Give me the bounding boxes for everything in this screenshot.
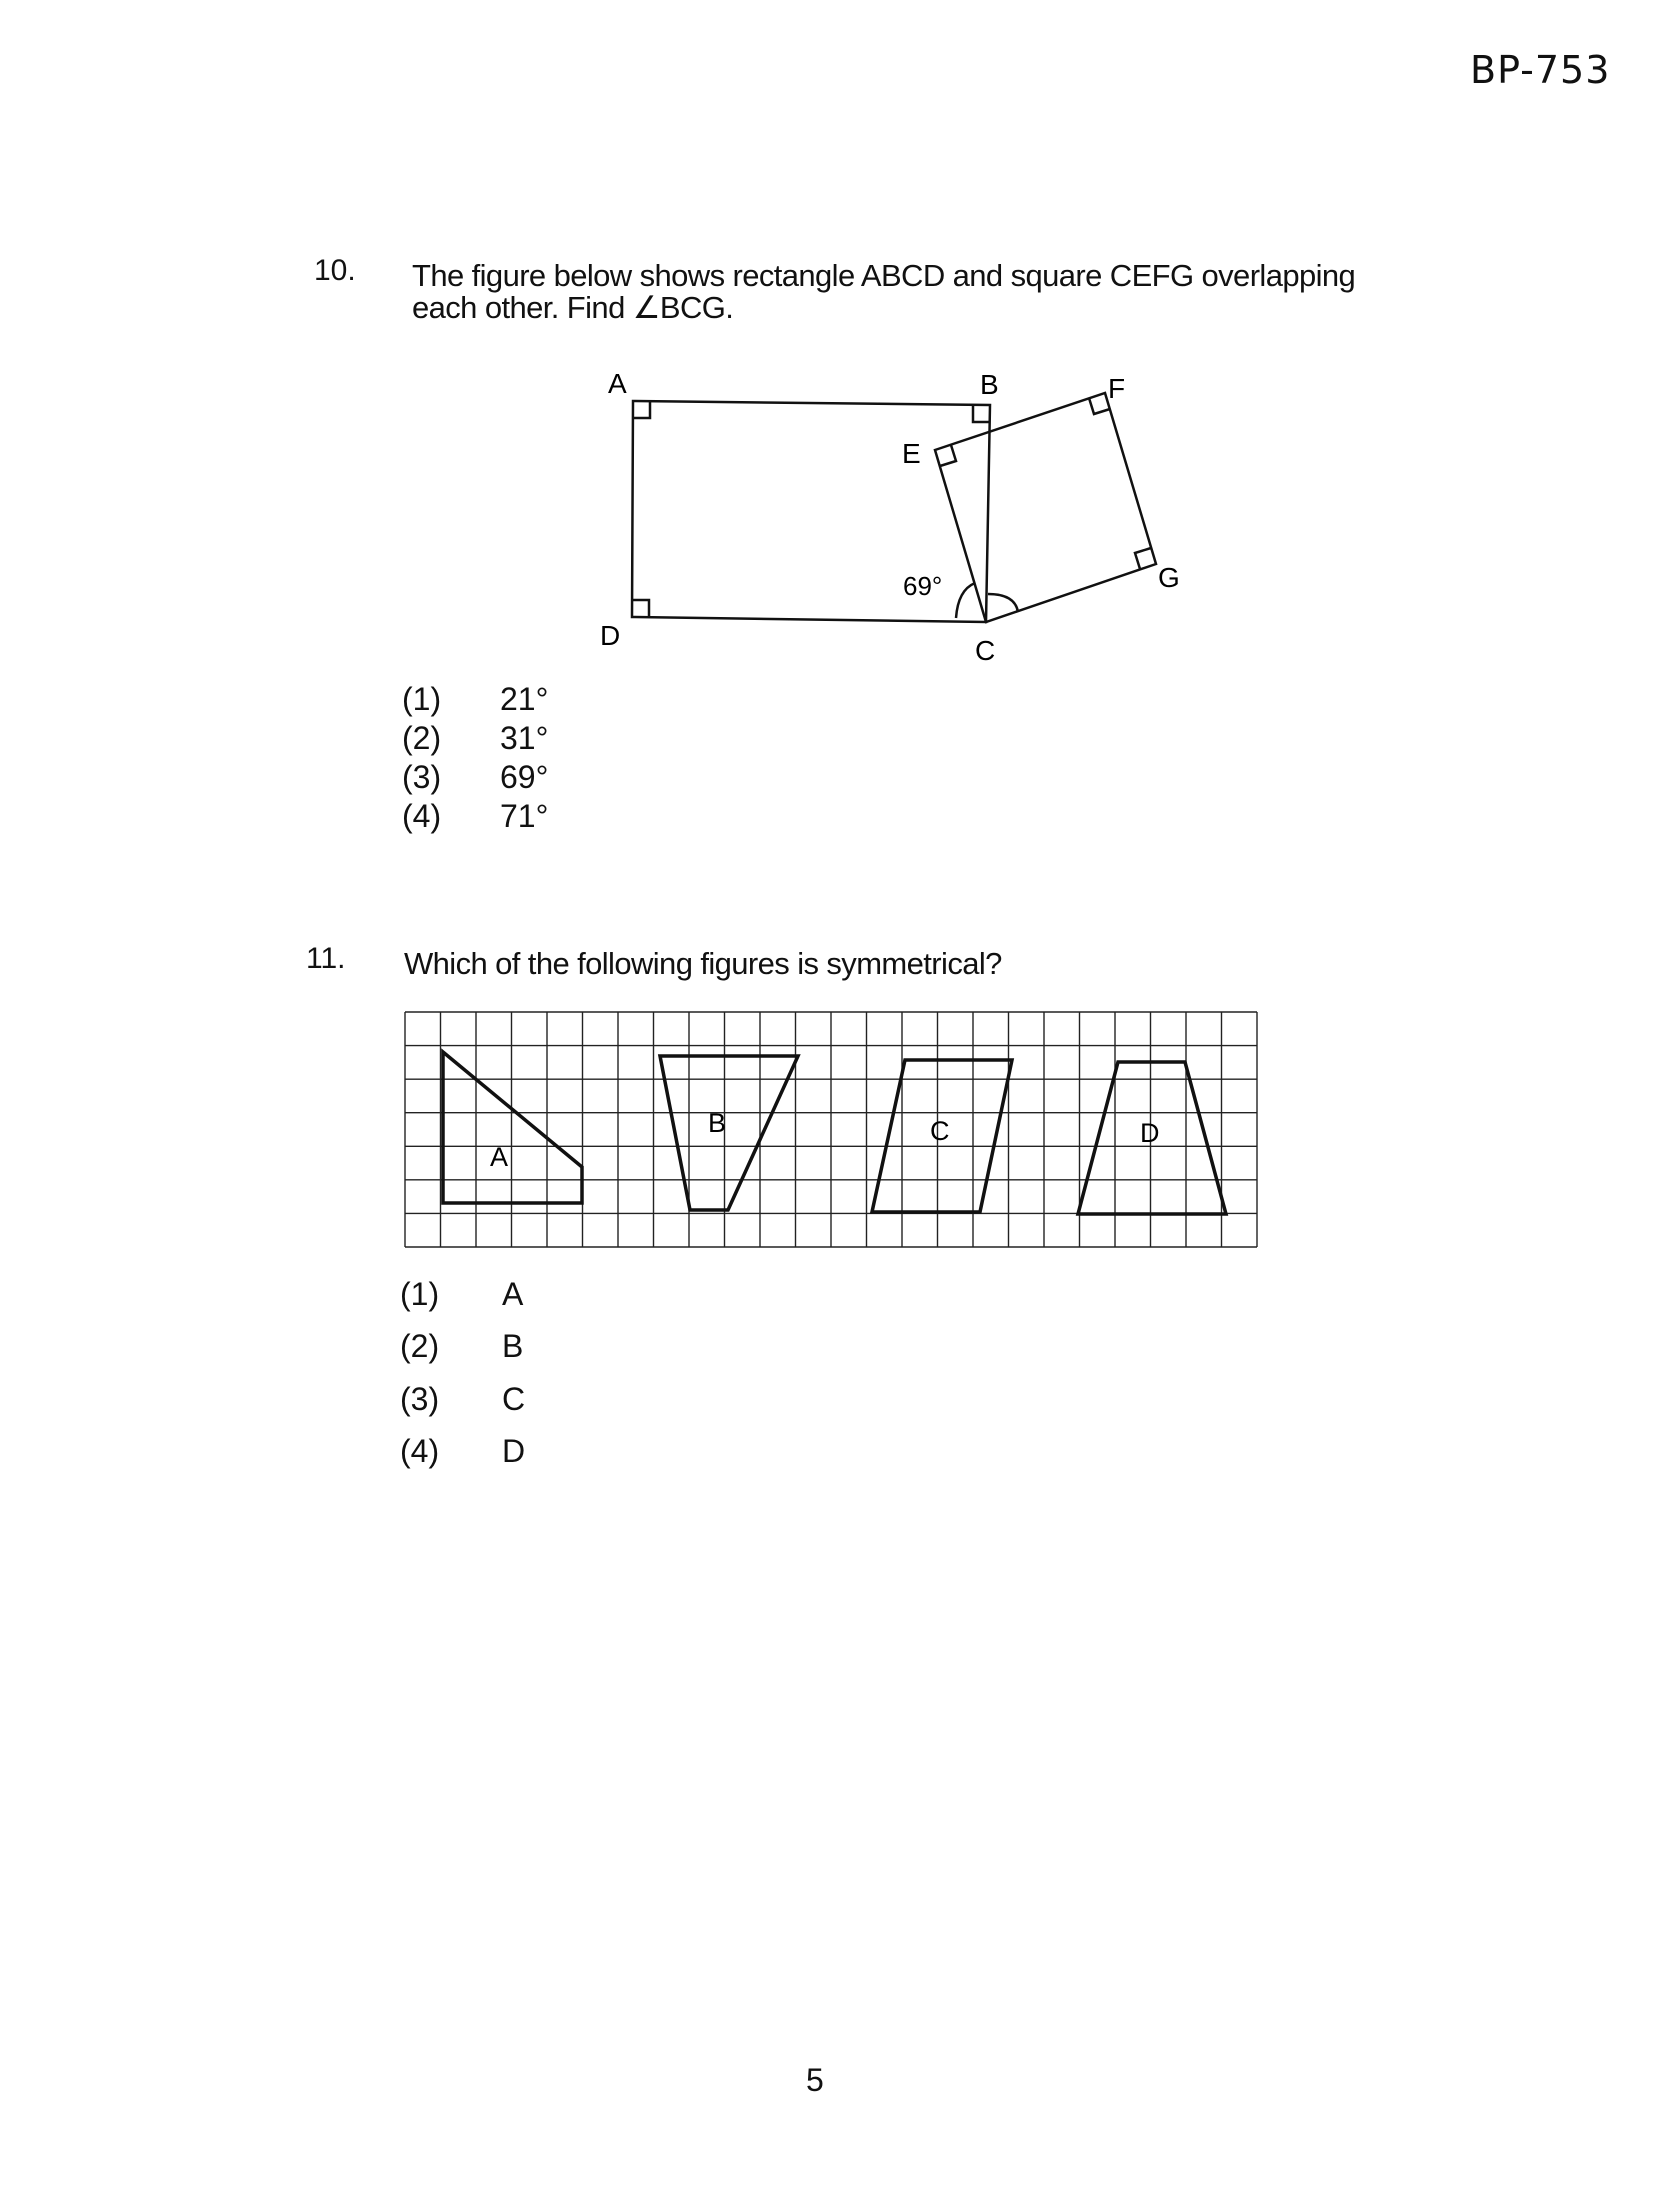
- option-number: (1): [400, 1276, 440, 1312]
- option-value: D: [502, 1433, 526, 1469]
- label-d: D: [600, 620, 621, 651]
- option-number: (4): [402, 798, 442, 834]
- question-11-text: Which of the following figures is symmetrical?: [404, 946, 1002, 981]
- label-f: F: [1108, 373, 1126, 404]
- shape-label-a: A: [490, 1142, 509, 1172]
- option-value: C: [502, 1381, 526, 1417]
- option-value: 71°: [500, 798, 549, 834]
- shape-label-b: B: [708, 1108, 727, 1138]
- option-number: (3): [400, 1381, 440, 1417]
- shape-label-d: D: [1140, 1118, 1160, 1148]
- option-value: A: [502, 1276, 524, 1312]
- option-value: 21°: [500, 681, 549, 717]
- label-b: B: [980, 369, 999, 400]
- option-number: (3): [402, 759, 442, 795]
- question-11-number: 11.: [306, 942, 346, 975]
- label-a: A: [608, 368, 627, 399]
- option-number: (1): [402, 681, 442, 717]
- question-10-text-line1: The figure below shows rectangle ABCD and square CEFG overlapping: [412, 258, 1356, 293]
- option-value: 69°: [500, 759, 549, 795]
- option-value: B: [502, 1328, 524, 1364]
- shape-label-c: C: [930, 1116, 950, 1146]
- option-number: (2): [400, 1328, 440, 1364]
- question-10-text-line2: each other. Find ∠BCG.: [412, 290, 734, 325]
- label-g: G: [1158, 562, 1180, 593]
- question-10-number: 10.: [314, 254, 356, 287]
- label-e: E: [902, 438, 921, 469]
- angle-label-69: 69°: [903, 571, 943, 601]
- option-value: 31°: [500, 720, 549, 756]
- square-grid: [405, 1012, 1257, 1247]
- paper-code: BP-753: [1470, 48, 1611, 92]
- page-number: 5: [806, 2062, 824, 2098]
- option-number: (4): [400, 1433, 440, 1469]
- option-number: (2): [402, 720, 442, 756]
- label-c: C: [975, 635, 996, 666]
